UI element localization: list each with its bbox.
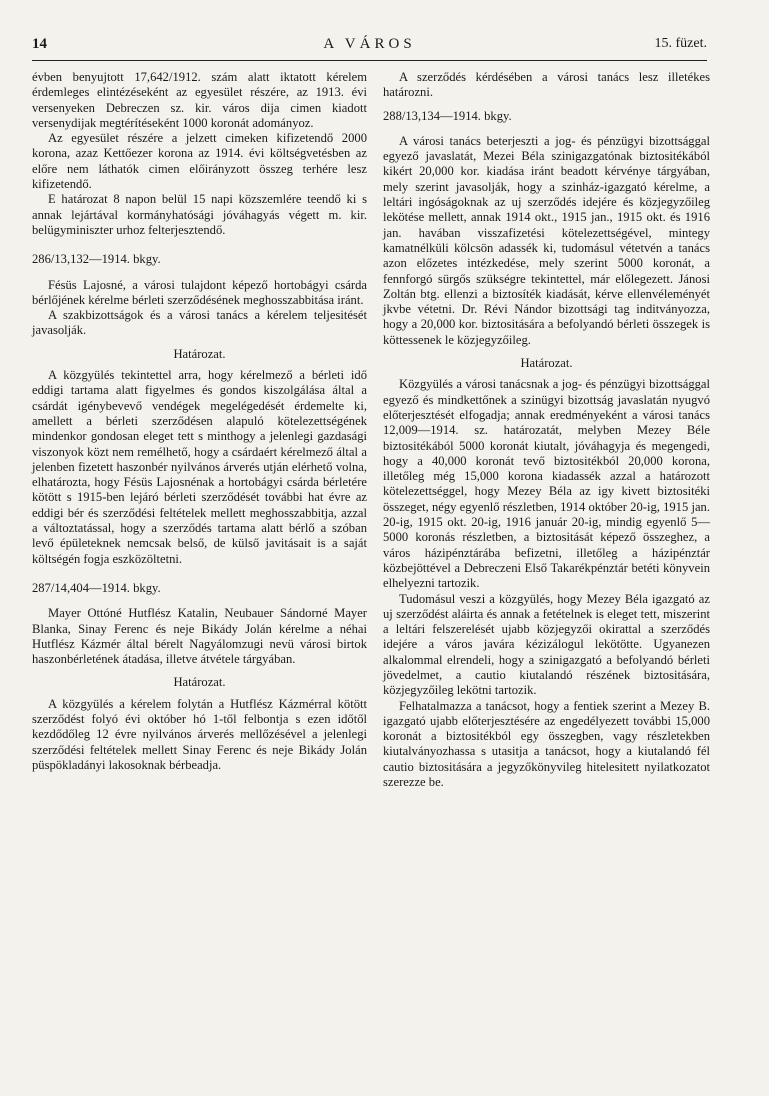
right-column [383, 70, 710, 790]
paragraph: A szerződés kérdésében a városi tanács lesz illetékes határozni. [383, 70, 710, 100]
resolution-reference: 286/13,132—1914. bkgy. [32, 252, 161, 267]
paragraph: A közgyülés tekintettel arra, hogy kérelmező a bérleti idő eddigi tartama alatt figyelmes és gondos kiszolgálása által a csárdát igénybevevő vendégek megelégedését érdemelte ki, amellett a bérleti szerződésen alapuló kötelezettségének mindenkor gondosan eleget tett s minthogy a jelenlegi gazdasági viszonyok közt nem remélhető, hogy a csárdaért kérelmező által a jelenben fizetett haszonbér nyilvános árverés utján elérhető volna, elhatározta, hogy Fésüs Lajosnénak a hortobágyi csárda bérletére kötött s 1915-ben lejáró bérleti szerződését további hat évre az eddigi bér és szerződési feltételek mellett meghosszabbitja, azzal a változtatással, hogy a szerződés tartama alatt bérlő a szóban levő épületeknek nemcsak belső, de külső javitásait is a saját költségén fogja eszközöltetni. [32, 368, 367, 566]
section-heading: Határozat. [173, 346, 226, 361]
section-heading: Határozat. [520, 356, 573, 371]
paragraph: Tudomásul veszi a közgyülés, hogy Mezey Béla igazgató az uj szerződést aláirta és annak a fetételnek is eleget tett, miszerint a leltári felszerelését ujabb közjegyzői okirattal a szerződés idejére a város javára kézizálogul lekötötte. Ugyanezen alkalommal elrendeli, hogy a szinigazgató a befolyandó bérleti jövedelmet, a cautio kiutalandó részének biztositására, közjegyzőileg lekötni tartozik. [383, 591, 710, 698]
resolution-reference: 288/13,134—1914. bkgy. [383, 108, 512, 123]
paragraph: A közgyülés a kérelem folytán a Hutflész Kázmérral kötött szerződést folyó évi október hó 1-től felbontja s ezen időtől kezdődőleg 12 évre nyilvános árverés mellőzésével a jelenlegi szerződési feltételek mellett Sinay Ferenc és neje Bikády Jolán püspökladányi lakosoknak bérbeadja. [32, 696, 367, 772]
paragraph: évben benyujtott 17,642/1912. szám alatt iktatott kérelem érdemleges elintézéseként az egyesület részére, az 1913. évi versenyeken Debreczen sz. kir. város dija cimen kiadott versenydijak megtérítéseként 1000 koronát adományoz. [32, 70, 367, 130]
left-column [32, 70, 367, 773]
running-title: A VÁROS [323, 36, 416, 52]
paragraph: Mayer Ottóné Hutflész Katalin, Neubauer Sándorné Mayer Blanka, Sinay Ferenc és neje Bikády Jolán kérelme a néhai Hutflész Kázmér által bérelt Nagyálomzugi nevü városi birtok haszonbérletének átadása, illetve átvétele tárgyában. [32, 606, 367, 667]
paragraph: A szakbizottságok és a városi tanács a kérelem teljesitését javasolják. [32, 308, 367, 338]
issue-number: 15. füzet. [654, 36, 707, 51]
paragraph: Felhatalmazza a tanácsot, hogy a fentiek szerint a Mezey B. igazgató ujabb előterjesztésére az engedélyezett további 15,000 koronát a biztositékból egy összegben, vagy részletekben kiutalványozhassa s utasitja a tanácsot, hogy a kiutalandó fél cautio biztositására a jegyzőkönyvileg hitelesitett nyilatkozatot szerezze be. [383, 698, 710, 790]
paragraph: Fésüs Lajosné, a városi tulajdont képező hortobágyi csárda bérlőjének kérelme bérleti szerződésének meghosszabbitása iránt. [32, 277, 367, 307]
page-header [32, 36, 707, 61]
section-heading: Határozat. [173, 675, 226, 690]
resolution-reference: 287/14,404—1914. bkgy. [32, 580, 161, 595]
paragraph: A városi tanács beterjeszti a jog- és pénzügyi bizottsággal egyező javaslatát, Mezei Béla szinigazgatónak biztositékából kikért 20,000 kor. kiadása iránt beadott kérvénye tárgyában, mely szerint javasolják, hogy a szinház-igazgató kérelme, a leltári ingóságoknak az uj szerződés idejére és közjegyzőileg lekötése mellett, annak 1914 okt., 1915 jan., 1915 okt. és 1916 jan. havában visszafizetési kötelezettségével, mintegy kamatnélküli kölcsön adassék ki, tudomásul vétetvén a tanács azon előzetes intézkedése, mely szerint 5000 koronát, a fennforgó sürgős szükségre tekintettel, már előlegezett. Jánosi Zoltán btg. ellenzi a biztosíték kiadását, kérve ellenvéleményét jkvbe vétetni. Dr. Révi Nándor bizottsági tag inditványozza, hogy a 20,000 kor. biztositására a befolyandó bérleti összegek is köttessenek le közjegyzőileg. [383, 133, 710, 347]
paragraph: Az egyesület részére a jelzett cimeken kifizetendő 2000 korona, azaz Kettőezer korona az 1914. évi költségvetésben az előre nem láthatók cimen előirányzott összeg terhére lesz kifizetendő. [32, 131, 367, 192]
paragraph: E határozat 8 napon belül 15 napi közszemlére teendő ki s annak lejártával kormányhatósági jóváhagyás végett m. kir. belügyminiszter urhoz felterjesztendő. [32, 192, 367, 237]
paragraph: Közgyülés a városi tanácsnak a jog- és pénzügyi bizottsággal egyező és mindkettőnek a szinügyi bizottság javaslatán nyugvó előterjesztését elfogadja; annak eredményeként a városi tanács 12,009—1914. sz. határozatát, melyben Mezey Béle biztositékából 5000 koronát kiutalt, jóváhagyja és megengedi, hogy a 40,000 koronát tevő biztositékból 20,000 korona, illetőleg még 15,000 korona kiadassék azzal a határozott kötelezettséggel, hogy Mezey Béla az igy kivett biztositéki összeget, négy egyenlő részletben, 1914 október 20-ig, 1915 jan. 20-ig, 1915 okt. 20-ig, 1916 január 20-ig, mindig egyenlő 5—5000 koronás részletben, a biztositását képező összeghez, a város házipénztárába befizetni, illetőleg a házipénztár közbejöttével a Debreczeni Első Takarékpénztár betéti könyvein elhelyezni tartozik. [383, 377, 710, 591]
page-number: 14 [32, 36, 47, 52]
